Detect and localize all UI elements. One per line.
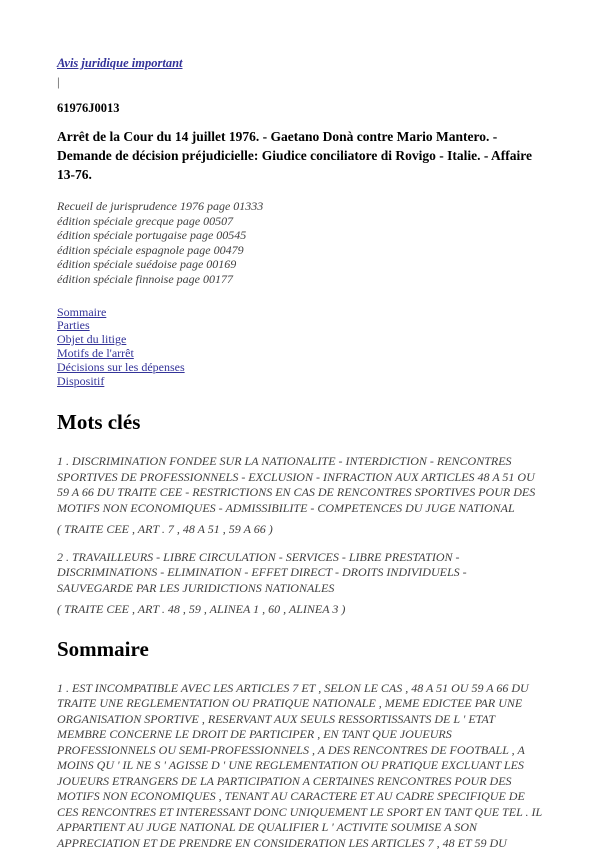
case-title: Arrêt de la Cour du 14 juillet 1976. - Gaetano Donà contre Mario Mantero. - Demande de décision préjudicielle: Giudice conciliatore di Rovigo - Italie. - Affaire 13-76. (57, 129, 532, 182)
publication-ref: édition spéciale finnoise page 00177 (57, 271, 233, 286)
toc-link-motifs-de-l-arret[interactable]: Motifs de l'arrêt (57, 345, 134, 360)
keywords-paragraph-2: 2 . TRAVAILLEURS - LIBRE CIRCULATION - SERVICES - LIBRE PRESTATION - DISCRIMINATIONS - ELIMINATION - EFFET DIRECT - DROITS INDIVIDUELS - SAUVEGARDE PAR LES JURIDICTIONS NATIONALES (57, 549, 467, 595)
summary-paragraph: 1 . EST INCOMPATIBLE AVEC LES ARTICLES 7 ET , SELON LE CAS , 48 A 51 OU 59 A 66 DU TRAITE UNE REGLEMENTATION OU PRATIQUE NATIONALE , MEME EDICTEE PAR UNE ORGANISATION SPORTIVE , RESERVANT AUX SEULS RESSORTISSANTS DE L ' ETAT MEMBRE CONCERNE LE DROIT DE PARTICIPER , EN TANT QUE JOUEURS PROFESSIONNELS OU SEMI-PROFESSIONNELS , A DES RENCONTRES DE FOOTBALL , A MOINS QU ' IL NE S ' AGISSE D ' UNE REGLEMENTATION OU PRATIQUE EXCLUANT LES JOUEURS ETRANGERS DE LA PARTICIPATION A CERTAINES RENCONTRES POUR DES MOTIFS NON ECONOMIQUES , TENANT AU CARACTERE ET AU CADRE SPECIFIQUE DE CES RENCONTRES ET INTERESSANT DONC UNIQUEMENT LE SPORT EN TANT QUE TEL . IL APPARTIENT AU JUGE NATIONAL DE QUALIFIER L ' ACTIVITE SOUMISE A SON APPRECIATION ET DE PRENDRE EN CONSIDERATION LES ARTICLES 7 , 48 ET 59 DU (57, 680, 542, 850)
publication-ref: édition spéciale portugaise page 00545 (57, 228, 247, 243)
publication-ref: Recueil de jurisprudence 1976 page 01333 (57, 199, 264, 213)
publication-ref: édition spéciale suédoise page 00169 (57, 257, 237, 272)
publication-references (57, 199, 544, 287)
keywords-treaty-ref-2: ( TRAITE CEE , ART . 48 , 59 , ALINEA 1 , 60 , ALINEA 3 ) (57, 602, 346, 617)
celex-number: 61976J0013 (57, 101, 120, 115)
toc-link-objet-du-litige[interactable]: Objet du litige (57, 332, 127, 347)
toc-link-decisions-depenses[interactable]: Décisions sur les dépenses (57, 359, 185, 374)
avis-juridique-link[interactable]: Avis juridique important (57, 56, 183, 70)
publication-ref: édition spéciale grecque page 00507 (57, 213, 234, 228)
keywords-treaty-ref-1: ( TRAITE CEE , ART . 7 , 48 A 51 , 59 A 66 ) (57, 522, 273, 537)
text-cursor: | (57, 74, 60, 89)
table-of-contents (57, 306, 544, 389)
toc-link-parties[interactable]: Parties (57, 318, 90, 333)
toc-link-sommaire[interactable]: Sommaire (57, 304, 107, 319)
keywords-paragraph-1: 1 . DISCRIMINATION FONDEE SUR LA NATIONALITE - INTERDICTION - RENCONTRES SPORTIVES DE PROFESSIONNELS - EXCLUSION - INFRACTION AUX ARTICLES 48 A 51 OU 59 A 66 DU TRAITE CEE - RESTRICTIONS EN CAS DE RENCONTRES SPORTIVES POUR DES MOTIFS NON ECONOMIQUES - ADMISSIBILITE - COMPETENCES DU JUGE NATIONAL (57, 454, 536, 515)
summary-heading: Sommaire (57, 636, 149, 661)
keywords-heading: Mots clés (57, 410, 141, 435)
publication-ref: édition spéciale espagnole page 00479 (57, 242, 244, 257)
toc-link-dispositif[interactable]: Dispositif (57, 373, 105, 388)
